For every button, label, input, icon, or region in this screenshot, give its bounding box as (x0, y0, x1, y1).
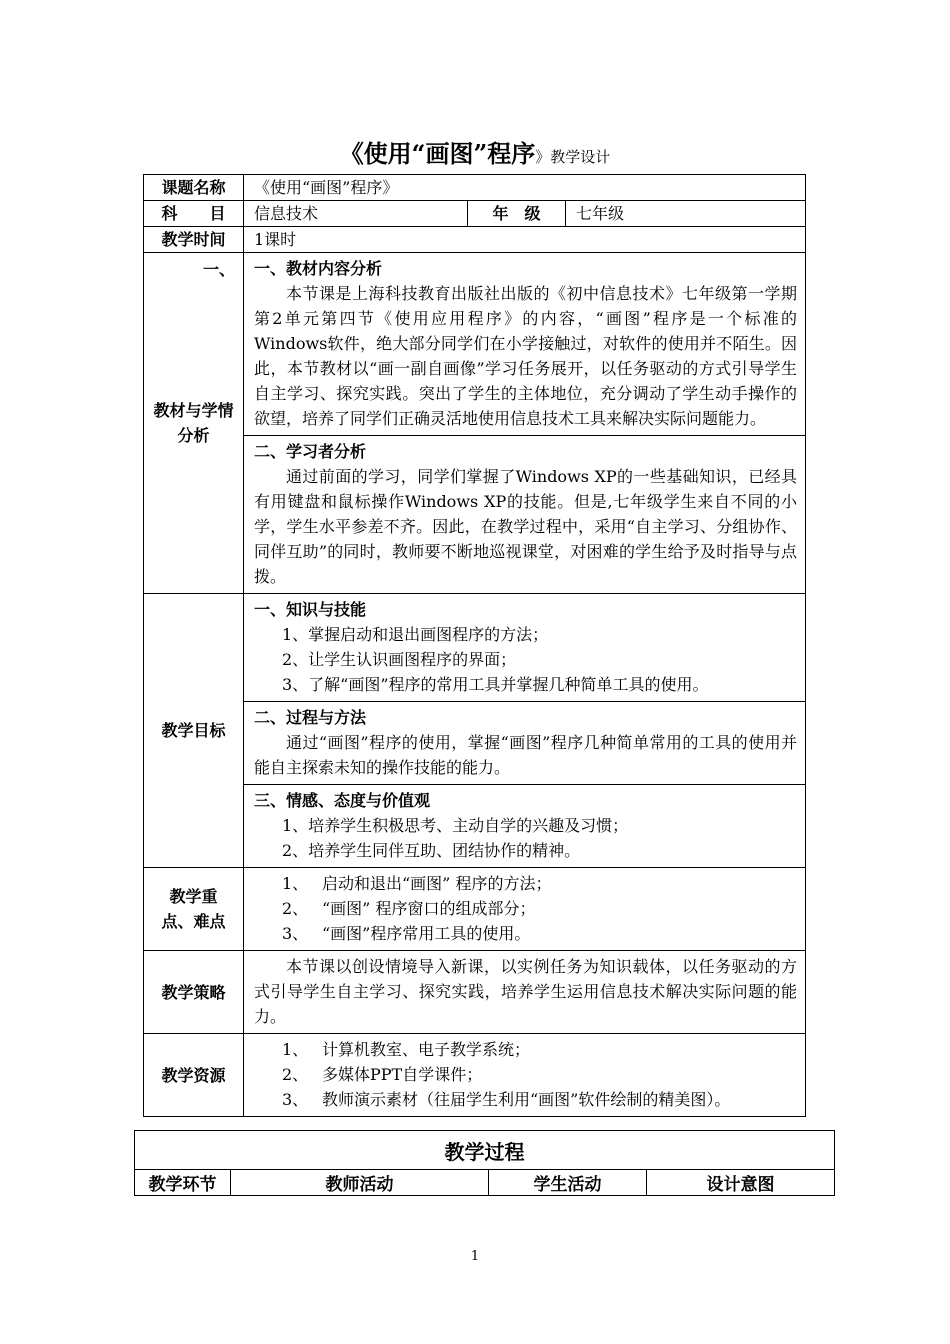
analysis-marker: 一、 (202, 260, 235, 279)
subject-value: 信息技术 (244, 201, 468, 227)
resource-text: 多媒体PPT自学课件； (322, 1065, 483, 1084)
resources-label: 教学资源 (144, 1034, 244, 1117)
resource-number: 2、 (282, 1065, 309, 1084)
keypoints-row (144, 868, 806, 951)
resource-number: 1、 (282, 1040, 309, 1059)
keypoint-item (254, 896, 797, 921)
column-header-stage: 教学环节 (135, 1170, 231, 1196)
strategy-cell (244, 951, 806, 1034)
knowledge-heading: 一、知识与技能 (254, 600, 367, 619)
keypoint-number: 2、 (282, 899, 309, 918)
column-header-intent: 设计意图 (647, 1170, 835, 1196)
keypoint-text: “画图” 程序窗口的组成部分； (322, 899, 536, 918)
resource-item (254, 1087, 797, 1112)
keypoints-cell (244, 868, 806, 951)
learner-analysis-text: 通过前面的学习，同学们掌握了Windows XP的一些基础知识，已经具有用键盘和鼠标操作Windows XP的技能。但是,七年级学生来自不同的小学，学生水平参差不齐。因此，在教学过程中，采用“自主学习、分组协作、同伴互助”的同时，教师要不断地巡视课堂，对困难的学生给予及时指导与点拨。 (254, 467, 798, 586)
resource-text: 教师演示素材（往届学生利用“画图”软件绘制的精美图）。 (322, 1090, 731, 1109)
learner-analysis-cell (244, 436, 806, 594)
teaching-process-table (134, 1130, 835, 1196)
time-row (144, 227, 806, 253)
process-method-text: 通过“画图”程序的使用，掌握“画图”程序几种简单常用的工具的使用并能自主探索未知的操作技能的能力。 (254, 733, 798, 777)
resource-text: 计算机教室、电子教学系统； (322, 1040, 531, 1059)
keypoint-number: 3、 (282, 924, 309, 943)
topic-row (144, 175, 806, 201)
knowledge-item: 3、了解“画图”程序的常用工具并掌握几种简单工具的使用。 (282, 675, 709, 694)
time-value: 1课时 (244, 227, 806, 253)
keypoints-label-line2: 点、难点 (161, 912, 226, 931)
strategy-label: 教学策略 (144, 951, 244, 1034)
objectives-row-knowledge (144, 594, 806, 702)
time-label: 教学时间 (144, 227, 244, 253)
resource-item (254, 1037, 797, 1062)
topic-value: 《使用“画图”程序》 (244, 175, 806, 201)
strategy-row (144, 951, 806, 1034)
document-title (0, 134, 950, 169)
resources-cell (244, 1034, 806, 1117)
column-header-student: 学生活动 (489, 1170, 647, 1196)
topic-label: 课题名称 (144, 175, 244, 201)
title-main: 《使用“画图”程序 (339, 139, 536, 168)
analysis-label-cell (144, 253, 244, 594)
subject-label: 科 目 (144, 201, 244, 227)
keypoints-label (144, 868, 244, 951)
page-number: 1 (470, 1249, 480, 1264)
resource-item (254, 1062, 797, 1087)
textbook-analysis-heading: 一、教材内容分析 (254, 259, 383, 278)
process-title: 教学过程 (135, 1131, 835, 1170)
grade-label: 年 级 (468, 201, 566, 227)
column-header-teacher: 教师活动 (231, 1170, 489, 1196)
knowledge-item: 2、让学生认识画图程序的界面； (282, 650, 517, 669)
resource-number: 3、 (282, 1090, 309, 1109)
keypoint-number: 1、 (282, 874, 309, 893)
knowledge-item: 1、掌握启动和退出画图程序的方法； (282, 625, 549, 644)
strategy-text: 本节课以创设情境导入新课，以实例任务为知识载体，以任务驱动的方式引导学生自主学习、探究实践，培养学生运用信息技术解决实际问题的能力。 (254, 957, 798, 1026)
title-suffix: 》教学设计 (535, 148, 611, 166)
keypoint-item (254, 921, 797, 946)
keypoint-item (254, 871, 797, 896)
emotion-item: 1、培养学生积极思考、主动自学的兴趣及习惯； (282, 816, 629, 835)
emotion-heading: 三、情感、态度与价值观 (254, 791, 431, 810)
textbook-analysis-text: 本节课是上海科技教育出版社出版的《初中信息技术》七年级第一学期第2单元第四节《使用应用程序》的内容，“画图”程序是一个标准的Windows软件，绝大部分同学们在小学接触过，对软件的使用并不陌生。因此，本节教材以“画一副自画像”学习任务展开，以任务驱动的方式引导学生自主学习、探究实践。突出了学生的主体地位，充分调动了学生动手操作的欲望，培养了同学们正确灵活地使用信息技术工具来解决实际问题能力。 (254, 284, 798, 428)
grade-value: 七年级 (566, 201, 806, 227)
learner-analysis-heading: 二、学习者分析 (254, 442, 367, 461)
process-method-cell (244, 702, 806, 785)
process-method-heading: 二、过程与方法 (254, 708, 367, 727)
lesson-info-table (143, 174, 806, 1117)
analysis-row-textbook (144, 253, 806, 436)
keypoint-text: 启动和退出“画图” 程序的方法； (322, 874, 552, 893)
subject-row (144, 201, 806, 227)
resources-row (144, 1034, 806, 1117)
emotion-item: 2、培养学生同伴互助、团结协作的精神。 (282, 841, 581, 860)
process-header-row (135, 1170, 835, 1196)
resource-item-3-wrap (282, 1087, 797, 1112)
keypoints-label-line1: 教学重 (169, 887, 218, 906)
objectives-label: 教学目标 (144, 594, 244, 868)
objectives-row-emotion (144, 785, 806, 868)
analysis-label: 教材与学情分析 (153, 401, 234, 445)
knowledge-cell (244, 594, 806, 702)
emotion-cell (244, 785, 806, 868)
textbook-analysis-cell (244, 253, 806, 436)
objectives-row-process (144, 702, 806, 785)
keypoint-text: “画图”程序常用工具的使用。 (322, 924, 531, 943)
process-title-row (135, 1131, 835, 1170)
